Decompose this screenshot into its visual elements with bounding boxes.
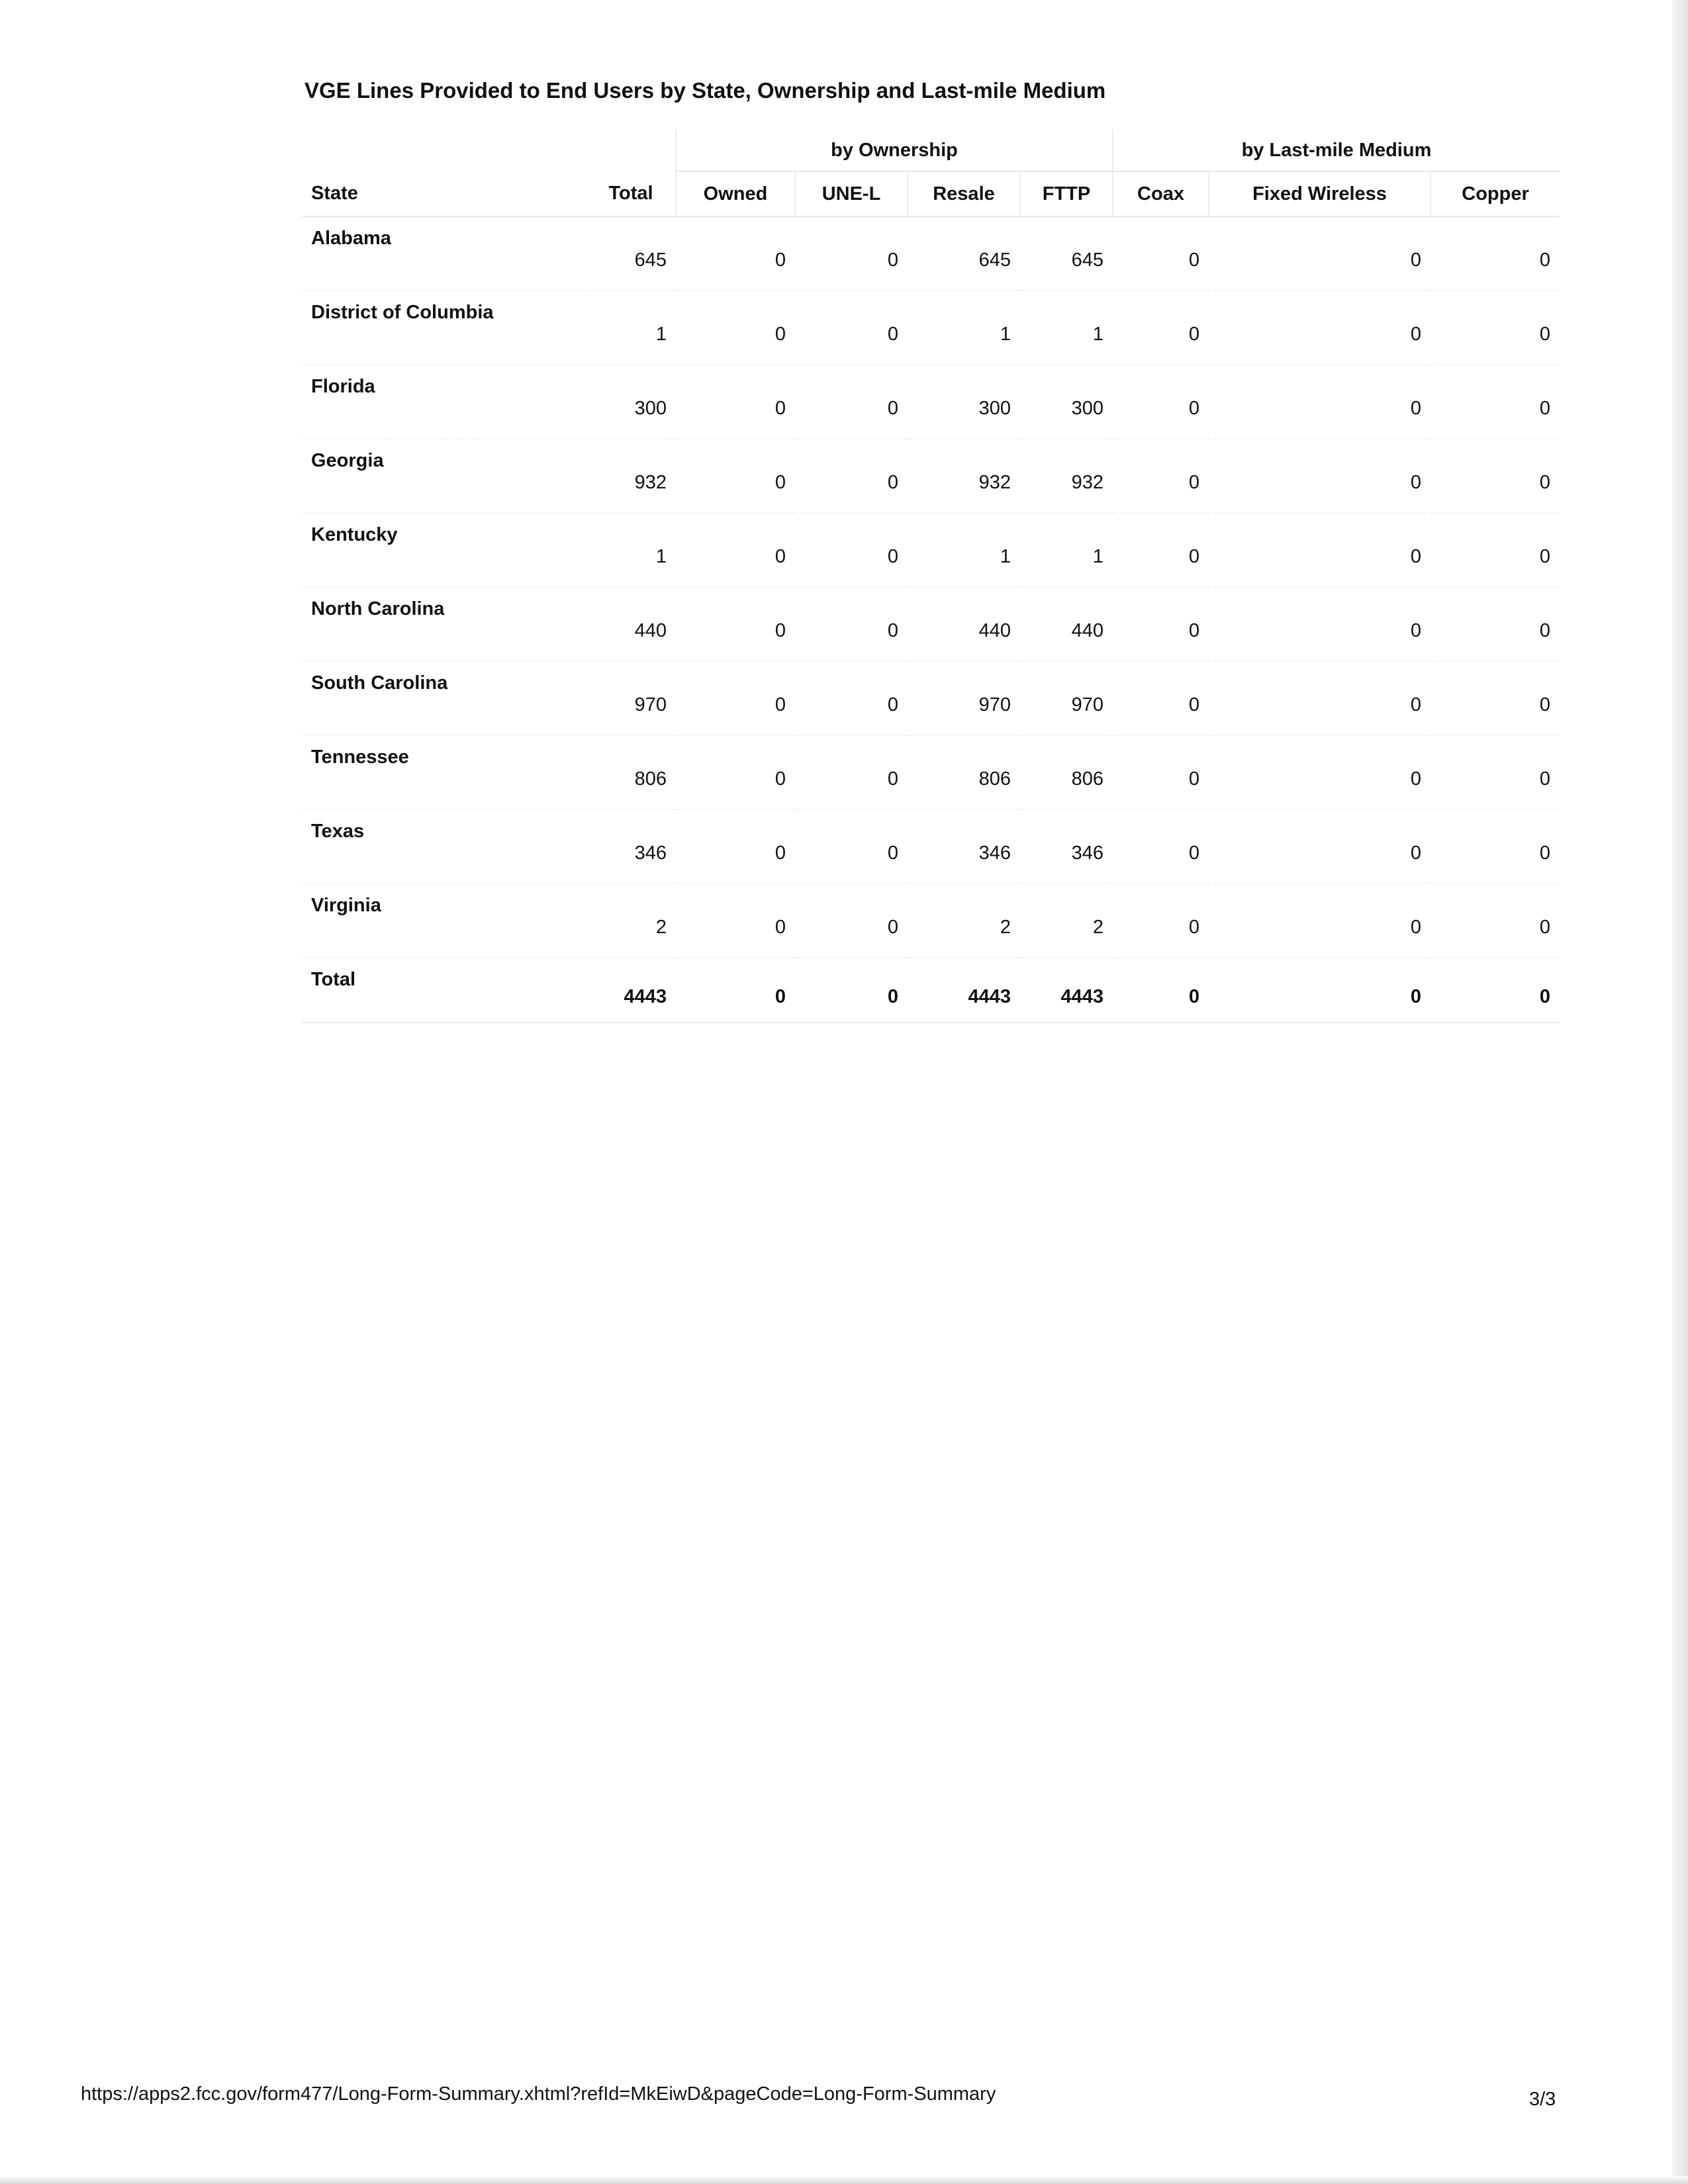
column-header-coax: Coax bbox=[1113, 171, 1209, 216]
state-cell: District of Columbia bbox=[302, 291, 586, 365]
owned-cell: 0 bbox=[676, 735, 795, 809]
fttp-cell: 970 bbox=[1020, 661, 1113, 735]
scan-right-edge bbox=[1672, 0, 1688, 2184]
table-row bbox=[302, 809, 1560, 884]
une-l-cell: 0 bbox=[795, 513, 908, 587]
column-header-fttp: FTTP bbox=[1020, 171, 1113, 216]
table-body bbox=[302, 216, 1560, 1023]
table-row bbox=[302, 439, 1560, 513]
group-header-ownership: by Ownership bbox=[676, 130, 1113, 171]
total-cell: 2 bbox=[586, 884, 676, 958]
group-header-row bbox=[302, 130, 1560, 171]
fixed-wireless-cell: 0 bbox=[1209, 365, 1430, 439]
column-header-copper: Copper bbox=[1430, 171, 1560, 216]
copper-cell: 0 bbox=[1430, 884, 1560, 958]
coax-cell: 0 bbox=[1113, 661, 1209, 735]
fttp-cell: 4443 bbox=[1020, 958, 1113, 1023]
coax-cell: 0 bbox=[1113, 513, 1209, 587]
state-cell: Kentucky bbox=[302, 513, 586, 587]
copper-cell: 0 bbox=[1430, 661, 1560, 735]
group-header-medium: by Last-mile Medium bbox=[1113, 130, 1560, 171]
une-l-cell: 0 bbox=[795, 291, 908, 365]
resale-cell: 346 bbox=[908, 809, 1020, 884]
copper-cell: 0 bbox=[1430, 365, 1560, 439]
resale-cell: 970 bbox=[908, 661, 1020, 735]
copper-cell: 0 bbox=[1430, 439, 1560, 513]
state-cell: Tennessee bbox=[302, 735, 586, 809]
fttp-cell: 806 bbox=[1020, 735, 1113, 809]
une-l-cell: 0 bbox=[795, 735, 908, 809]
copper-cell: 0 bbox=[1430, 735, 1560, 809]
fixed-wireless-cell: 0 bbox=[1209, 661, 1430, 735]
fixed-wireless-cell: 0 bbox=[1209, 587, 1430, 661]
scan-bottom-edge bbox=[0, 2176, 1688, 2184]
une-l-cell: 0 bbox=[795, 216, 908, 291]
une-l-cell: 0 bbox=[795, 587, 908, 661]
total-row bbox=[302, 958, 1560, 1023]
total-cell: 1 bbox=[586, 513, 676, 587]
une-l-cell: 0 bbox=[795, 809, 908, 884]
table-row bbox=[302, 216, 1560, 291]
fixed-wireless-cell: 0 bbox=[1209, 216, 1430, 291]
total-cell: 4443 bbox=[586, 958, 676, 1023]
state-cell: Texas bbox=[302, 809, 586, 884]
owned-cell: 0 bbox=[676, 661, 795, 735]
total-label: Total bbox=[302, 958, 586, 1023]
state-cell: North Carolina bbox=[302, 587, 586, 661]
coax-cell: 0 bbox=[1113, 439, 1209, 513]
group-spacer bbox=[586, 130, 676, 171]
resale-cell: 806 bbox=[908, 735, 1020, 809]
resale-cell: 932 bbox=[908, 439, 1020, 513]
fixed-wireless-cell: 0 bbox=[1209, 884, 1430, 958]
owned-cell: 0 bbox=[676, 513, 795, 587]
report-title: VGE Lines Provided to End Users by State, Ownership and Last-mile Medium bbox=[305, 78, 1106, 103]
une-l-cell: 0 bbox=[795, 958, 908, 1023]
column-header-row bbox=[302, 171, 1560, 216]
total-cell: 300 bbox=[586, 365, 676, 439]
resale-cell: 4443 bbox=[908, 958, 1020, 1023]
owned-cell: 0 bbox=[676, 216, 795, 291]
column-header-fixed-wireless: Fixed Wireless bbox=[1209, 171, 1430, 216]
fixed-wireless-cell: 0 bbox=[1209, 809, 1430, 884]
table-row bbox=[302, 661, 1560, 735]
state-cell: South Carolina bbox=[302, 661, 586, 735]
owned-cell: 0 bbox=[676, 365, 795, 439]
column-header-total: Total bbox=[586, 171, 676, 216]
resale-cell: 1 bbox=[908, 291, 1020, 365]
fixed-wireless-cell: 0 bbox=[1209, 291, 1430, 365]
resale-cell: 440 bbox=[908, 587, 1020, 661]
total-cell: 440 bbox=[586, 587, 676, 661]
column-header-owned: Owned bbox=[676, 171, 795, 216]
coax-cell: 0 bbox=[1113, 884, 1209, 958]
fttp-cell: 932 bbox=[1020, 439, 1113, 513]
une-l-cell: 0 bbox=[795, 439, 908, 513]
coax-cell: 0 bbox=[1113, 809, 1209, 884]
owned-cell: 0 bbox=[676, 809, 795, 884]
owned-cell: 0 bbox=[676, 587, 795, 661]
column-header-resale: Resale bbox=[908, 171, 1020, 216]
copper-cell: 0 bbox=[1430, 809, 1560, 884]
table-row bbox=[302, 587, 1560, 661]
une-l-cell: 0 bbox=[795, 365, 908, 439]
table-row bbox=[302, 735, 1560, 809]
fttp-cell: 2 bbox=[1020, 884, 1113, 958]
page-number: 3/3 bbox=[1529, 2089, 1556, 2110]
owned-cell: 0 bbox=[676, 884, 795, 958]
fttp-cell: 440 bbox=[1020, 587, 1113, 661]
fixed-wireless-cell: 0 bbox=[1209, 958, 1430, 1023]
group-spacer bbox=[302, 130, 586, 171]
total-cell: 932 bbox=[586, 439, 676, 513]
column-header-une-l: UNE-L bbox=[795, 171, 908, 216]
copper-cell: 0 bbox=[1430, 958, 1560, 1023]
fttp-cell: 1 bbox=[1020, 291, 1113, 365]
coax-cell: 0 bbox=[1113, 216, 1209, 291]
total-cell: 346 bbox=[586, 809, 676, 884]
fixed-wireless-cell: 0 bbox=[1209, 439, 1430, 513]
owned-cell: 0 bbox=[676, 958, 795, 1023]
une-l-cell: 0 bbox=[795, 661, 908, 735]
vge-lines-table bbox=[302, 130, 1560, 1023]
resale-cell: 1 bbox=[908, 513, 1020, 587]
copper-cell: 0 bbox=[1430, 291, 1560, 365]
table-row bbox=[302, 365, 1560, 439]
owned-cell: 0 bbox=[676, 439, 795, 513]
table-row bbox=[302, 513, 1560, 587]
copper-cell: 0 bbox=[1430, 216, 1560, 291]
fttp-cell: 346 bbox=[1020, 809, 1113, 884]
resale-cell: 2 bbox=[908, 884, 1020, 958]
resale-cell: 300 bbox=[908, 365, 1020, 439]
column-header-state: State bbox=[302, 171, 586, 216]
resale-cell: 645 bbox=[908, 216, 1020, 291]
state-cell: Georgia bbox=[302, 439, 586, 513]
table-row bbox=[302, 291, 1560, 365]
fttp-cell: 1 bbox=[1020, 513, 1113, 587]
total-cell: 1 bbox=[586, 291, 676, 365]
coax-cell: 0 bbox=[1113, 587, 1209, 661]
coax-cell: 0 bbox=[1113, 365, 1209, 439]
owned-cell: 0 bbox=[676, 291, 795, 365]
copper-cell: 0 bbox=[1430, 513, 1560, 587]
state-cell: Florida bbox=[302, 365, 586, 439]
coax-cell: 0 bbox=[1113, 291, 1209, 365]
fttp-cell: 645 bbox=[1020, 216, 1113, 291]
fttp-cell: 300 bbox=[1020, 365, 1113, 439]
footer-url: https://apps2.fcc.gov/form477/Long-Form-Summary.xhtml?refId=MkEiwD&pageCode=Long-Form-Summary bbox=[81, 2083, 996, 2105]
fixed-wireless-cell: 0 bbox=[1209, 735, 1430, 809]
state-cell: Virginia bbox=[302, 884, 586, 958]
coax-cell: 0 bbox=[1113, 958, 1209, 1023]
state-cell: Alabama bbox=[302, 216, 586, 291]
total-cell: 645 bbox=[586, 216, 676, 291]
fixed-wireless-cell: 0 bbox=[1209, 513, 1430, 587]
coax-cell: 0 bbox=[1113, 735, 1209, 809]
total-cell: 806 bbox=[586, 735, 676, 809]
total-cell: 970 bbox=[586, 661, 676, 735]
copper-cell: 0 bbox=[1430, 587, 1560, 661]
une-l-cell: 0 bbox=[795, 884, 908, 958]
table-row bbox=[302, 884, 1560, 958]
